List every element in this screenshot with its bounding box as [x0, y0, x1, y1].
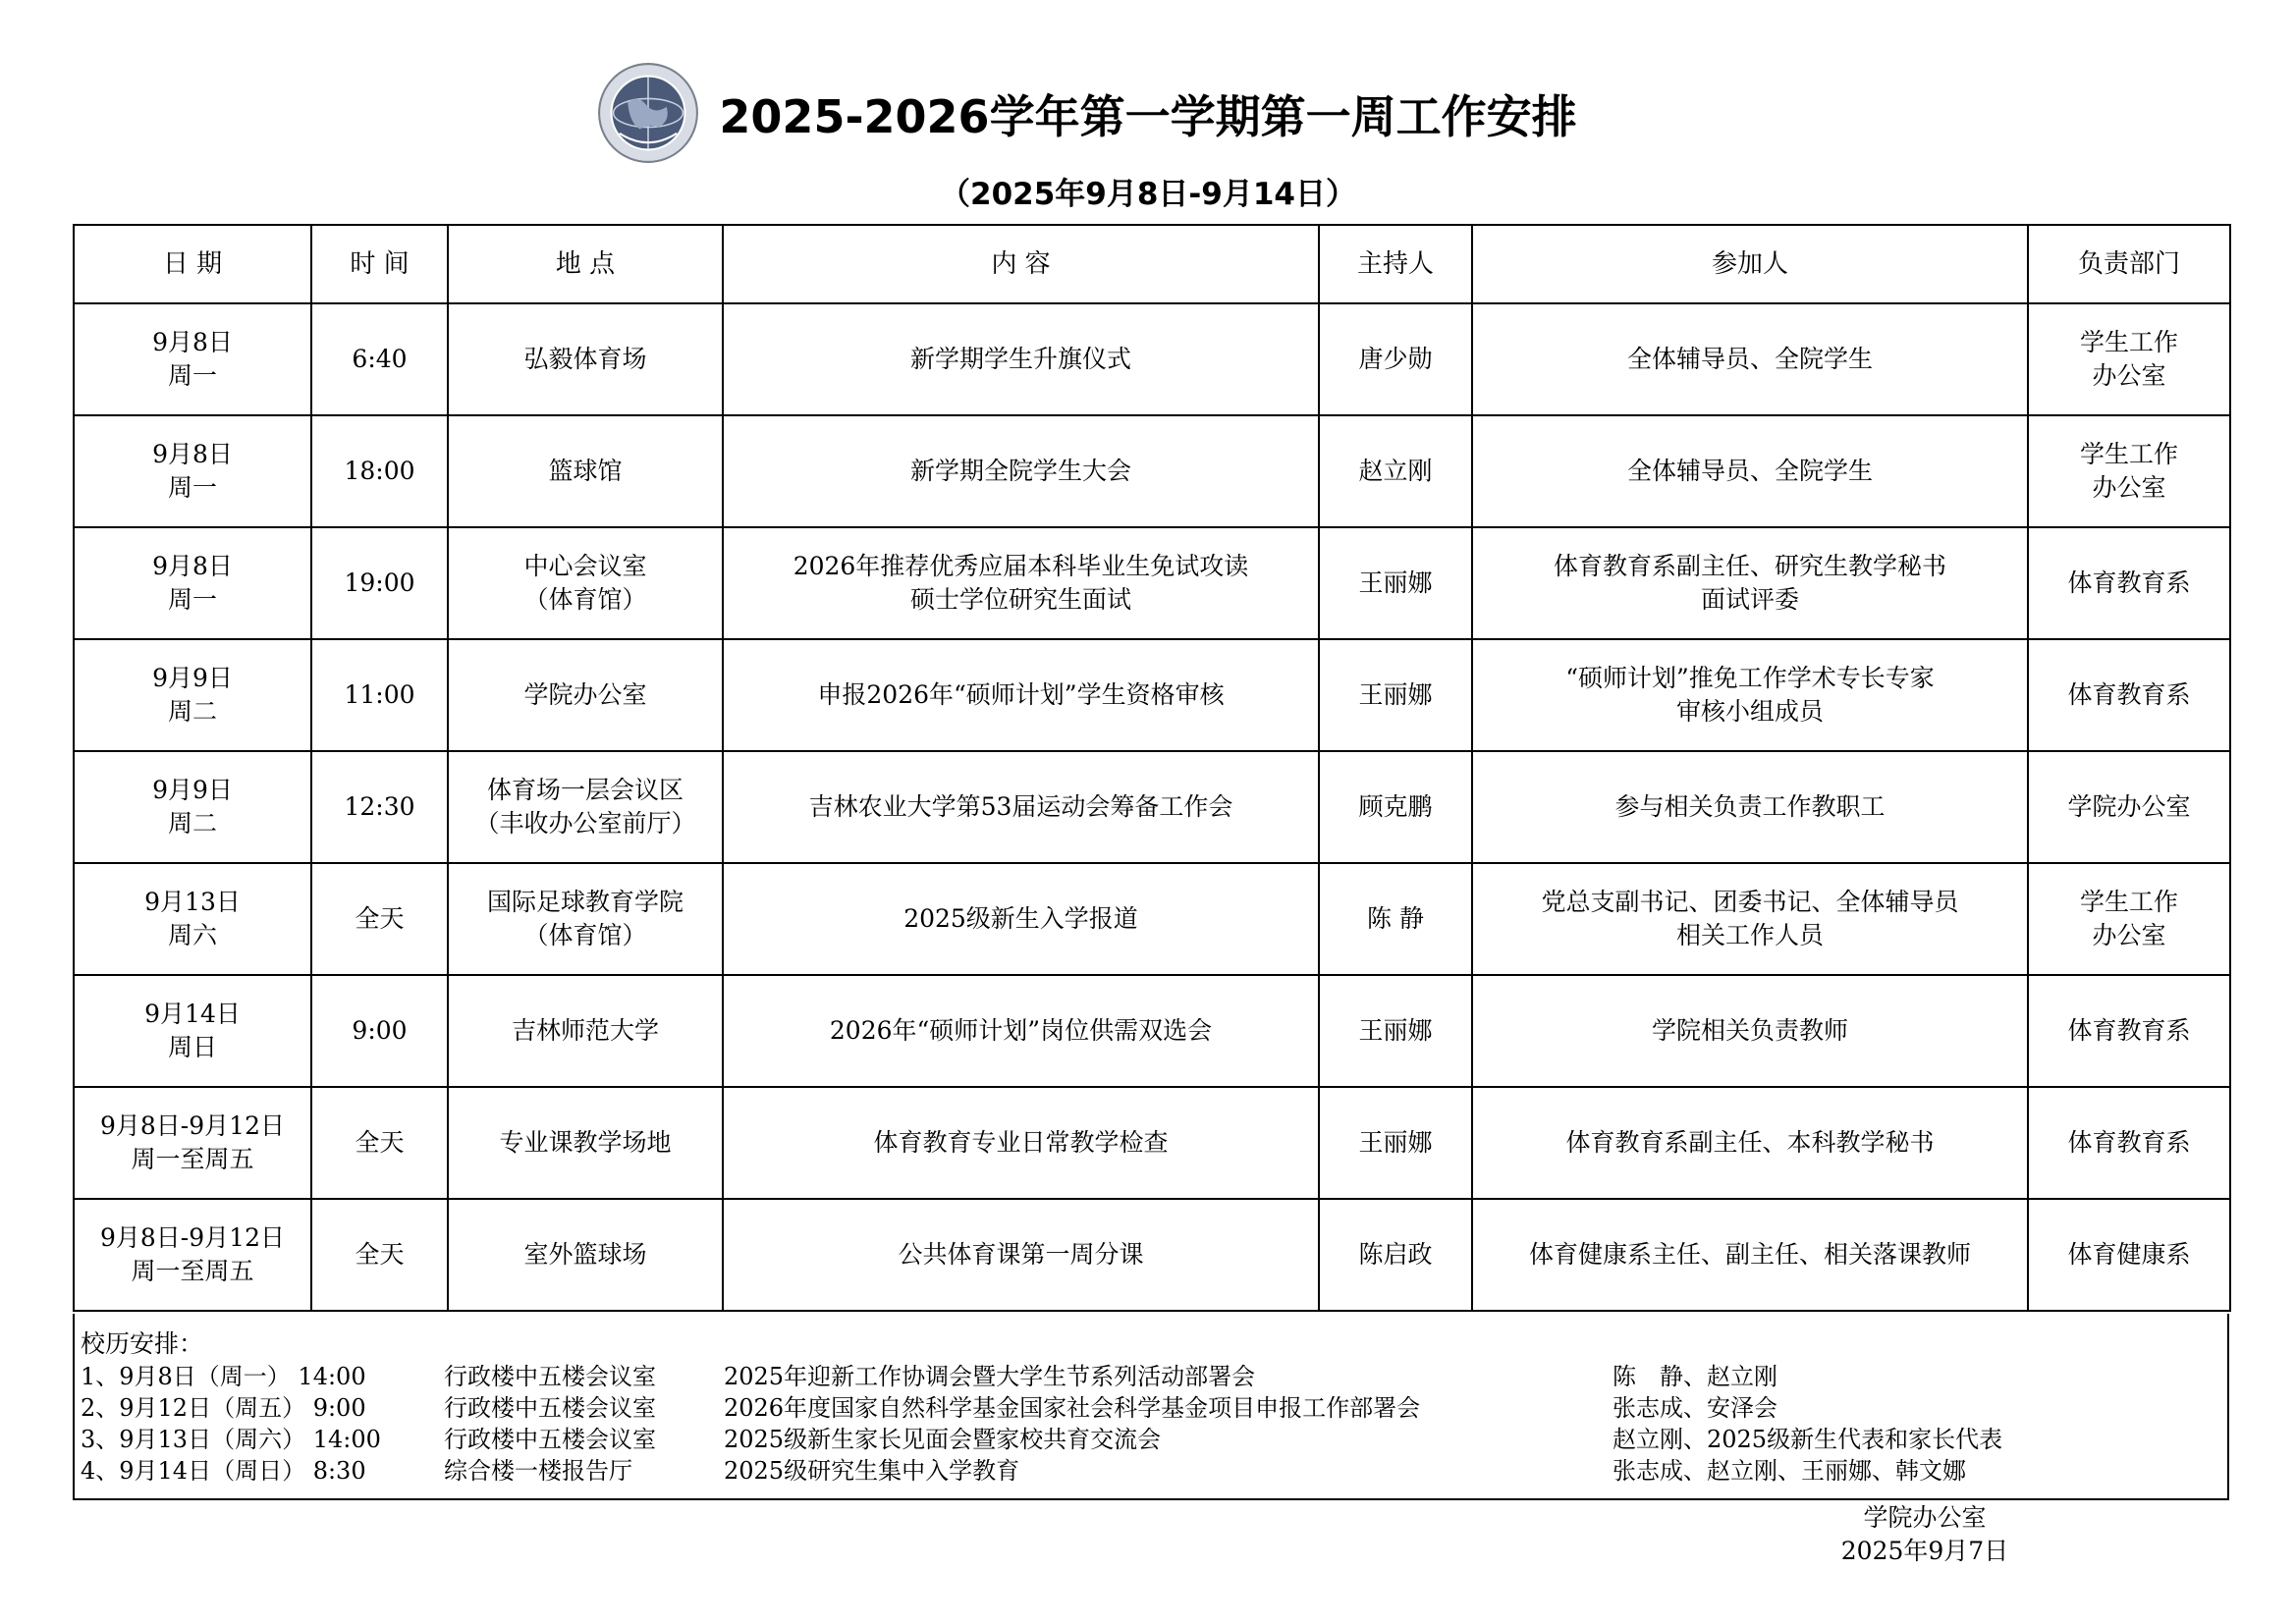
- cell-time: [311, 863, 448, 975]
- cell-host: [1319, 1087, 1472, 1199]
- cell-time: [311, 751, 448, 863]
- cell-dept: [2028, 863, 2230, 975]
- cell-place: [448, 863, 723, 975]
- cell-content: [723, 751, 1319, 863]
- calendar-heading: 校历安排：: [81, 1329, 204, 1358]
- cell-time-line: 6:40: [352, 345, 408, 373]
- calendar-what: 2025级新生家长见面会暨家校共育交流会: [724, 1426, 1162, 1453]
- cell-content-line: 2026年“硕师计划”岗位供需双选会: [829, 1016, 1213, 1045]
- cell-host: [1319, 1199, 1472, 1311]
- cell-host-line: 王丽娜: [1358, 680, 1433, 709]
- table-row: [74, 527, 2230, 639]
- cell-date: [74, 639, 311, 751]
- cell-date-line: 9月8日: [152, 440, 233, 468]
- calendar-what: 2025级研究生集中入学教育: [724, 1457, 1020, 1485]
- cell-participants-line: 全体辅导员、全院学生: [1626, 345, 1873, 373]
- cell-place: [448, 1199, 723, 1311]
- calendar-who: 张志成、安泽会: [1613, 1394, 1777, 1422]
- cell-place: [448, 527, 723, 639]
- cell-date: [74, 1087, 311, 1199]
- calendar-item: [81, 1392, 2221, 1424]
- cell-time-line: 全天: [355, 1240, 405, 1269]
- cell-content-line: 体育教育专业日常教学检查: [873, 1128, 1169, 1157]
- calendar-where: 行政楼中五楼会议室: [444, 1363, 656, 1390]
- cell-host-line: 赵立刚: [1358, 457, 1433, 485]
- cell-place-line: 吉林师范大学: [511, 1016, 659, 1045]
- cell-participants-line: 学院相关负责教师: [1651, 1016, 1848, 1045]
- calendar-item: [81, 1424, 2221, 1455]
- cell-content-line: 申报2026年“硕师计划”学生资格审核: [817, 680, 1225, 709]
- calendar-what: 2026年度国家自然科学基金国家社会科学基金项目申报工作部署会: [724, 1394, 1421, 1422]
- cell-dept-line: 体育健康系: [2067, 1240, 2191, 1269]
- cell-content: [723, 1199, 1319, 1311]
- cell-dept-line: 学院办公室: [2067, 792, 2191, 821]
- cell-date-line: 9月8日-9月12日: [100, 1111, 285, 1140]
- cell-dept-line: 体育教育系: [2067, 1016, 2191, 1045]
- cell-dept-line: 办公室: [2092, 921, 2166, 949]
- table-row: [74, 1199, 2230, 1311]
- cell-dept-line: 体育教育系: [2067, 568, 2191, 597]
- cell-dept-line: 学生工作: [2079, 440, 2178, 468]
- calendar-section: [73, 1314, 2229, 1500]
- cell-content-line: 新学期全院学生大会: [909, 457, 1131, 485]
- cell-date-line: 周一: [167, 585, 217, 614]
- cell-host-line: 陈启政: [1358, 1240, 1433, 1269]
- cell-time: [311, 527, 448, 639]
- cell-participants-line: 体育健康系主任、副主任、相关落课教师: [1528, 1240, 1971, 1269]
- calendar-where: 行政楼中五楼会议室: [444, 1394, 656, 1422]
- cell-time: [311, 975, 448, 1087]
- cell-host-line: 唐少勋: [1358, 345, 1433, 373]
- cell-host: [1319, 303, 1472, 415]
- cell-dept-line: 办公室: [2092, 473, 2166, 502]
- cell-participants-line: 参与相关负责工作教职工: [1614, 792, 1886, 821]
- cell-date-line: 9月14日: [144, 1000, 241, 1028]
- cell-place: [448, 415, 723, 527]
- cell-time: [311, 639, 448, 751]
- cell-place-line: 弘毅体育场: [523, 345, 647, 373]
- cell-participants-line: 体育教育系副主任、研究生教学秘书: [1553, 552, 1946, 580]
- cell-host: [1319, 863, 1472, 975]
- cell-content-line: 2026年推荐优秀应届本科毕业生免试攻读: [793, 552, 1249, 580]
- cell-time-line: 9:00: [352, 1016, 408, 1045]
- cell-date: [74, 527, 311, 639]
- cell-participants: [1472, 1087, 2028, 1199]
- cell-participants-line: “硕师计划”推免工作学术专长专家: [1565, 664, 1935, 692]
- cell-host: [1319, 527, 1472, 639]
- cell-host-line: 王丽娜: [1358, 568, 1433, 597]
- table-row: [74, 415, 2230, 527]
- cell-time-line: 12:30: [344, 792, 415, 821]
- cell-place: [448, 751, 723, 863]
- calendar-who: 赵立刚、2025级新生代表和家长代表: [1613, 1426, 2003, 1453]
- cell-host-line: 陈 静: [1367, 904, 1424, 933]
- table-row: [74, 639, 2230, 751]
- cell-date-line: 周日: [167, 1033, 217, 1061]
- cell-dept: [2028, 639, 2230, 751]
- table-row: [74, 1087, 2230, 1199]
- cell-place-line: 篮球馆: [548, 457, 623, 485]
- cell-participants: [1472, 975, 2028, 1087]
- cell-place-line: 学院办公室: [523, 680, 647, 709]
- cell-date: [74, 975, 311, 1087]
- cell-dept-line: 学生工作: [2079, 328, 2178, 356]
- cell-date-line: 周二: [167, 809, 217, 838]
- table-row: [74, 751, 2230, 863]
- cell-participants: [1472, 303, 2028, 415]
- cell-date-line: 周一至周五: [131, 1257, 254, 1285]
- cell-date: [74, 751, 311, 863]
- cell-participants: [1472, 415, 2028, 527]
- cell-host: [1319, 639, 1472, 751]
- cell-content: [723, 639, 1319, 751]
- cell-participants: [1472, 863, 2028, 975]
- cell-date-line: 9月8日: [152, 552, 233, 580]
- calendar-when: 2、9月12日（周五） 9:00: [81, 1394, 366, 1422]
- signature-date: 2025年9月7日: [1840, 1537, 2009, 1565]
- cell-content-line: 吉林农业大学第53届运动会筹备工作会: [808, 792, 1233, 821]
- cell-time-line: 19:00: [344, 568, 415, 597]
- cell-time: [311, 1087, 448, 1199]
- cell-participants: [1472, 639, 2028, 751]
- cell-place-line: 体育场一层会议区: [486, 776, 683, 804]
- signature-office: 学院办公室: [1863, 1503, 1987, 1532]
- cell-content: [723, 975, 1319, 1087]
- header-dept: 负责部门: [2028, 225, 2230, 303]
- cell-host-line: 王丽娜: [1358, 1016, 1433, 1045]
- cell-place: [448, 303, 723, 415]
- cell-participants: [1472, 527, 2028, 639]
- calendar-where: 行政楼中五楼会议室: [444, 1426, 656, 1453]
- calendar-who: 张志成、赵立刚、王丽娜、韩文娜: [1613, 1457, 1966, 1485]
- cell-date-line: 9月13日: [144, 888, 241, 916]
- cell-date-line: 周二: [167, 697, 217, 726]
- cell-place-line: 中心会议室: [523, 552, 647, 580]
- cell-date-line: 9月9日: [152, 664, 233, 692]
- cell-date: [74, 415, 311, 527]
- cell-content: [723, 1087, 1319, 1199]
- header-time: 时 间: [311, 225, 448, 303]
- cell-participants-line: 体育教育系副主任、本科教学秘书: [1565, 1128, 1935, 1157]
- cell-participants-line: 面试评委: [1700, 585, 1799, 614]
- cell-date: [74, 303, 311, 415]
- cell-date: [74, 863, 311, 975]
- cell-participants-line: 全体辅导员、全院学生: [1626, 457, 1873, 485]
- calendar-who: 陈 静、赵立刚: [1613, 1363, 1777, 1390]
- cell-content-line: 新学期学生升旗仪式: [909, 345, 1131, 373]
- cell-date-line: 9月9日: [152, 776, 233, 804]
- cell-dept: [2028, 1199, 2230, 1311]
- calendar-when: 3、9月13日（周六） 14:00: [81, 1426, 381, 1453]
- cell-host-line: 王丽娜: [1358, 1128, 1433, 1157]
- cell-content-line: 硕士学位研究生面试: [909, 585, 1131, 614]
- cell-place-line: （体育馆）: [523, 921, 647, 949]
- cell-participants: [1472, 1199, 2028, 1311]
- table-row: [74, 303, 2230, 415]
- cell-content-line: 2025级新生入学报道: [903, 904, 1138, 933]
- header-content: 内 容: [723, 225, 1319, 303]
- header-host: 主持人: [1319, 225, 1472, 303]
- cell-content: [723, 527, 1319, 639]
- cell-content-line: 公共体育课第一周分课: [898, 1240, 1144, 1269]
- cell-dept: [2028, 1087, 2230, 1199]
- cell-participants-line: 相关工作人员: [1675, 921, 1824, 949]
- cell-host-line: 顾克鹏: [1358, 792, 1433, 821]
- cell-date: [74, 1199, 311, 1311]
- calendar-item: [81, 1361, 2221, 1392]
- cell-dept: [2028, 415, 2230, 527]
- header-participants: 参加人: [1472, 225, 2028, 303]
- cell-place-line: （体育馆）: [523, 585, 647, 614]
- calendar-when: 1、9月8日（周一） 14:00: [81, 1363, 366, 1390]
- cell-place: [448, 1087, 723, 1199]
- cell-dept: [2028, 751, 2230, 863]
- cell-dept: [2028, 975, 2230, 1087]
- cell-host: [1319, 751, 1472, 863]
- cell-dept-line: 学生工作: [2079, 888, 2178, 916]
- cell-place-line: （丰收办公室前厅）: [474, 809, 696, 838]
- header-date: 日 期: [74, 225, 311, 303]
- cell-date-line: 9月8日-9月12日: [100, 1223, 285, 1252]
- calendar-where: 综合楼一楼报告厅: [444, 1457, 632, 1485]
- cell-time-line: 全天: [355, 904, 405, 933]
- cell-time-line: 11:00: [344, 680, 415, 709]
- cell-dept-line: 体育教育系: [2067, 1128, 2191, 1157]
- cell-dept-line: 体育教育系: [2067, 680, 2191, 709]
- cell-place-line: 国际足球教育学院: [486, 888, 683, 916]
- calendar-when: 4、9月14日（周日） 8:30: [81, 1457, 366, 1485]
- cell-dept-line: 办公室: [2092, 361, 2166, 390]
- calendar-item: [81, 1455, 2221, 1487]
- schedule-table: [73, 224, 2231, 1312]
- cell-date-line: 周一: [167, 473, 217, 502]
- cell-place: [448, 975, 723, 1087]
- cell-content: [723, 415, 1319, 527]
- cell-participants-line: 审核小组成员: [1675, 697, 1824, 726]
- cell-dept: [2028, 527, 2230, 639]
- cell-date-line: 9月8日: [152, 328, 233, 356]
- cell-time-line: 全天: [355, 1128, 405, 1157]
- page-title: 2025-2026学年第一学期第一周工作安排: [719, 90, 1577, 143]
- cell-place-line: 专业课教学场地: [499, 1128, 672, 1157]
- cell-date-line: 周一: [167, 361, 217, 390]
- cell-host: [1319, 975, 1472, 1087]
- cell-time: [311, 1199, 448, 1311]
- cell-content: [723, 303, 1319, 415]
- cell-time: [311, 303, 448, 415]
- table-row: [74, 863, 2230, 975]
- cell-place: [448, 639, 723, 751]
- cell-participants-line: 党总支副书记、团委书记、全体辅导员: [1541, 888, 1959, 916]
- calendar-what: 2025年迎新工作协调会暨大学生节系列活动部署会: [724, 1363, 1256, 1390]
- header-place: 地 点: [448, 225, 723, 303]
- cell-date-line: 周一至周五: [131, 1145, 254, 1173]
- cell-dept: [2028, 303, 2230, 415]
- cell-time: [311, 415, 448, 527]
- page-subtitle: （2025年9月8日-9月14日）: [940, 177, 1356, 212]
- cell-participants: [1472, 751, 2028, 863]
- cell-content: [723, 863, 1319, 975]
- cell-date-line: 周六: [167, 921, 217, 949]
- table-header-row: [74, 225, 2230, 303]
- cell-host: [1319, 415, 1472, 527]
- cell-place-line: 室外篮球场: [523, 1240, 647, 1269]
- table-row: [74, 975, 2230, 1087]
- cell-time-line: 18:00: [344, 457, 415, 485]
